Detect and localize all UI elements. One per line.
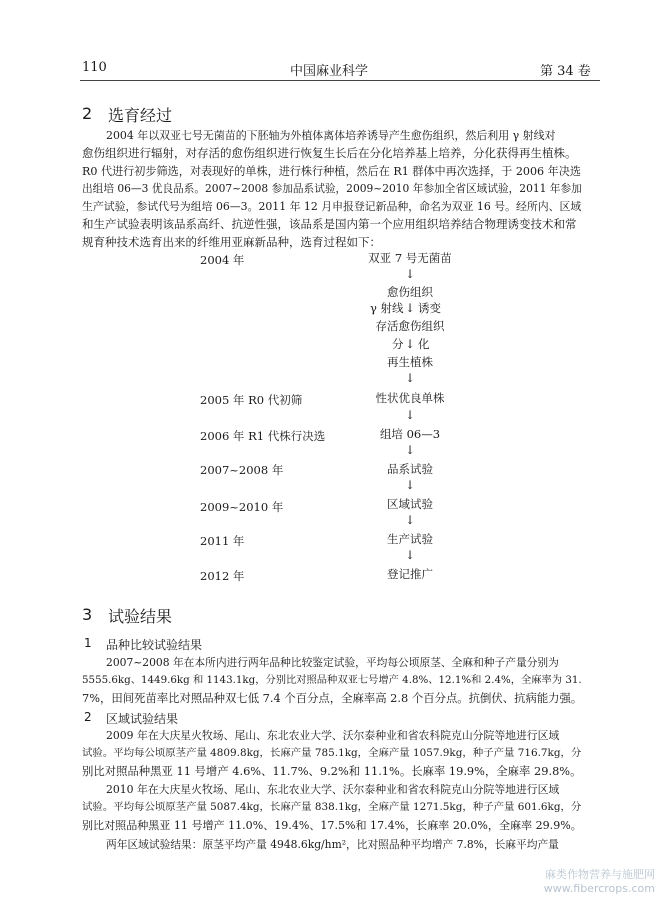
flow-year: 2006 年 R1 代株行决选 xyxy=(200,429,326,443)
down-arrow-icon: ↓ xyxy=(404,337,416,351)
flow-node: 再生植株 xyxy=(387,355,433,369)
flow-node: 组培 06—3 xyxy=(379,427,441,441)
section2-paragraph xyxy=(82,127,582,252)
flow-node: 愈伤组织 xyxy=(387,285,433,299)
text-line: 出组培 06—3 优良品系。2007~2008 参加品系试验，2009~2010 年参加全省区域试验，2011 年参加 xyxy=(82,182,582,196)
section3-title: 试验结果 xyxy=(108,607,173,626)
flow-year: 2004 年 xyxy=(200,253,245,267)
text-line: 2004 年以双亚七号无菌苗的下胚轴为外植体离体培养诱导产生愈伤组织，然后利用 γ 射线对 xyxy=(106,129,556,142)
section3-paragraph-3 xyxy=(82,781,582,834)
flow-node: 存活愈伤组织 xyxy=(375,319,445,333)
down-arrow-icon: ↓ xyxy=(404,371,416,385)
flow-year: 2012 年 xyxy=(200,569,245,583)
text-line: 2007~2008 年在本所内进行两年品种比较鉴定试验，平均每公顷原茎、全麻和种子产量分别为 xyxy=(106,656,559,669)
section2-number: 2 xyxy=(82,104,93,123)
flow-node: 生产试验 xyxy=(387,532,433,546)
text-line: 5555.6kg、1449.6kg 和 1143.1kg，分别比对照品种双亚七号增产 4.8%、12.1%和 2.4%，全麻率为 31. xyxy=(82,673,582,686)
subsection1-title: 品种比较试验结果 xyxy=(106,638,203,652)
text-line: 规育种技术选育出来的纤维用亚麻新品种，选育过程如下： xyxy=(82,234,381,249)
flow-side-label: γ 射线 xyxy=(370,301,404,315)
page-number: 110 xyxy=(82,60,107,75)
subsection2-title: 区域试验结果 xyxy=(106,712,179,726)
text-line: 别比对照品种黑亚 11 号增产 11.0%、19.4%、17.5%和 17.4%，长麻率 20.0%，全麻率 29.9%。 xyxy=(82,818,582,832)
flow-side-label: 化 xyxy=(418,337,430,351)
text-line: 试验。平均每公顷原茎产量 5087.4kg，长麻产量 838.1kg，全麻产量 1271.5kg，种子产量 601.6kg，分 xyxy=(82,800,582,813)
text-line: 2010 年在大庆星火牧场、尾山、东北农业大学、沃尔泰种业和省农科院克山分院等地进行区域 xyxy=(106,783,560,796)
text-line: 和生产试验表明该品系高纤、抗逆性强，该品系是国内第一个应用组织培养结合物理诱变技术和常 xyxy=(82,216,577,231)
volume-label: 第 34 卷 xyxy=(540,64,591,79)
down-arrow-icon: ↓ xyxy=(404,513,416,527)
section3-number: 3 xyxy=(82,605,93,624)
text-line: 2009 年在大庆星火牧场、尾山、东北农业大学、沃尔泰种业和省农科院克山分院等地进行区域 xyxy=(106,729,560,742)
down-arrow-icon: ↓ xyxy=(404,301,416,315)
subsection2-number: 2 xyxy=(84,710,92,724)
flow-node: 登记推广 xyxy=(387,567,433,581)
flow-year: 2011 年 xyxy=(200,534,245,548)
journal-title: 中国麻业科学 xyxy=(290,64,369,79)
flow-node: 性状优良单株 xyxy=(375,391,445,405)
down-arrow-icon: ↓ xyxy=(404,443,416,457)
text-line: 愈伤组织进行辐射，对存活的愈伤组织进行恢复生长后在分化培养基上培养，分化获得再生植株。 xyxy=(82,145,577,160)
flow-node: 区域试验 xyxy=(387,497,433,511)
down-arrow-icon: ↓ xyxy=(404,267,416,281)
flow-side-label: 诱变 xyxy=(418,301,441,315)
section3-paragraph-2 xyxy=(82,727,582,780)
text-line: R0 代进行初步筛选，对表现好的单株，进行株行种植，然后在 R1 群体中再次选择，于 2006 年决选 xyxy=(82,164,581,178)
down-arrow-icon: ↓ xyxy=(404,548,416,562)
flow-side-label: 分 xyxy=(392,337,404,351)
text-line: 生产试验，参试代号为组培 06—3。2011 年 12 月申报登记新品种，命名为双亚 16 号。经所内、区域 xyxy=(82,200,582,214)
subsection1-number: 1 xyxy=(84,636,92,650)
header-rule xyxy=(80,80,600,81)
flow-node: 品系试验 xyxy=(387,462,433,476)
text-line: 别比对照品种黑亚 11 号增产 4.6%、11.7%、9.2%和 11.1%。长麻率 19.9%，全麻率 29.8%。 xyxy=(82,763,582,778)
text-line: 7%，田间死苗率比对照品种双七低 7.4 个百分点，全麻率高 2.8 个百分点。抗倒伏、抗病能力强。 xyxy=(82,690,583,705)
flow-year: 2009~2010 年 xyxy=(200,500,284,514)
flow-node: 双亚 7 号无菌苗 xyxy=(368,251,452,265)
down-arrow-icon: ↓ xyxy=(404,408,416,422)
text-line: 两年区域试验结果：原茎平均产量 4948.6kg/hm²，比对照品种平均增产 7.8%，长麻平均产量 xyxy=(106,838,559,851)
flow-year: 2007~2008 年 xyxy=(200,463,284,477)
section2-title: 选育经过 xyxy=(108,106,173,125)
watermark-line-2: www.fibercrops.com xyxy=(543,882,655,895)
flow-year: 2005 年 R0 代初筛 xyxy=(200,393,303,407)
watermark-line-1: 麻类作物营养与施肥网 xyxy=(545,868,655,881)
down-arrow-icon: ↓ xyxy=(404,478,416,492)
section3-paragraph-4 xyxy=(82,836,582,854)
section3-paragraph-1 xyxy=(82,654,582,707)
text-line: 试验。平均每公顷原茎产量 4809.8kg，长麻产量 785.1kg，全麻产量 1057.9kg，种子产量 716.7kg，分 xyxy=(82,746,582,759)
